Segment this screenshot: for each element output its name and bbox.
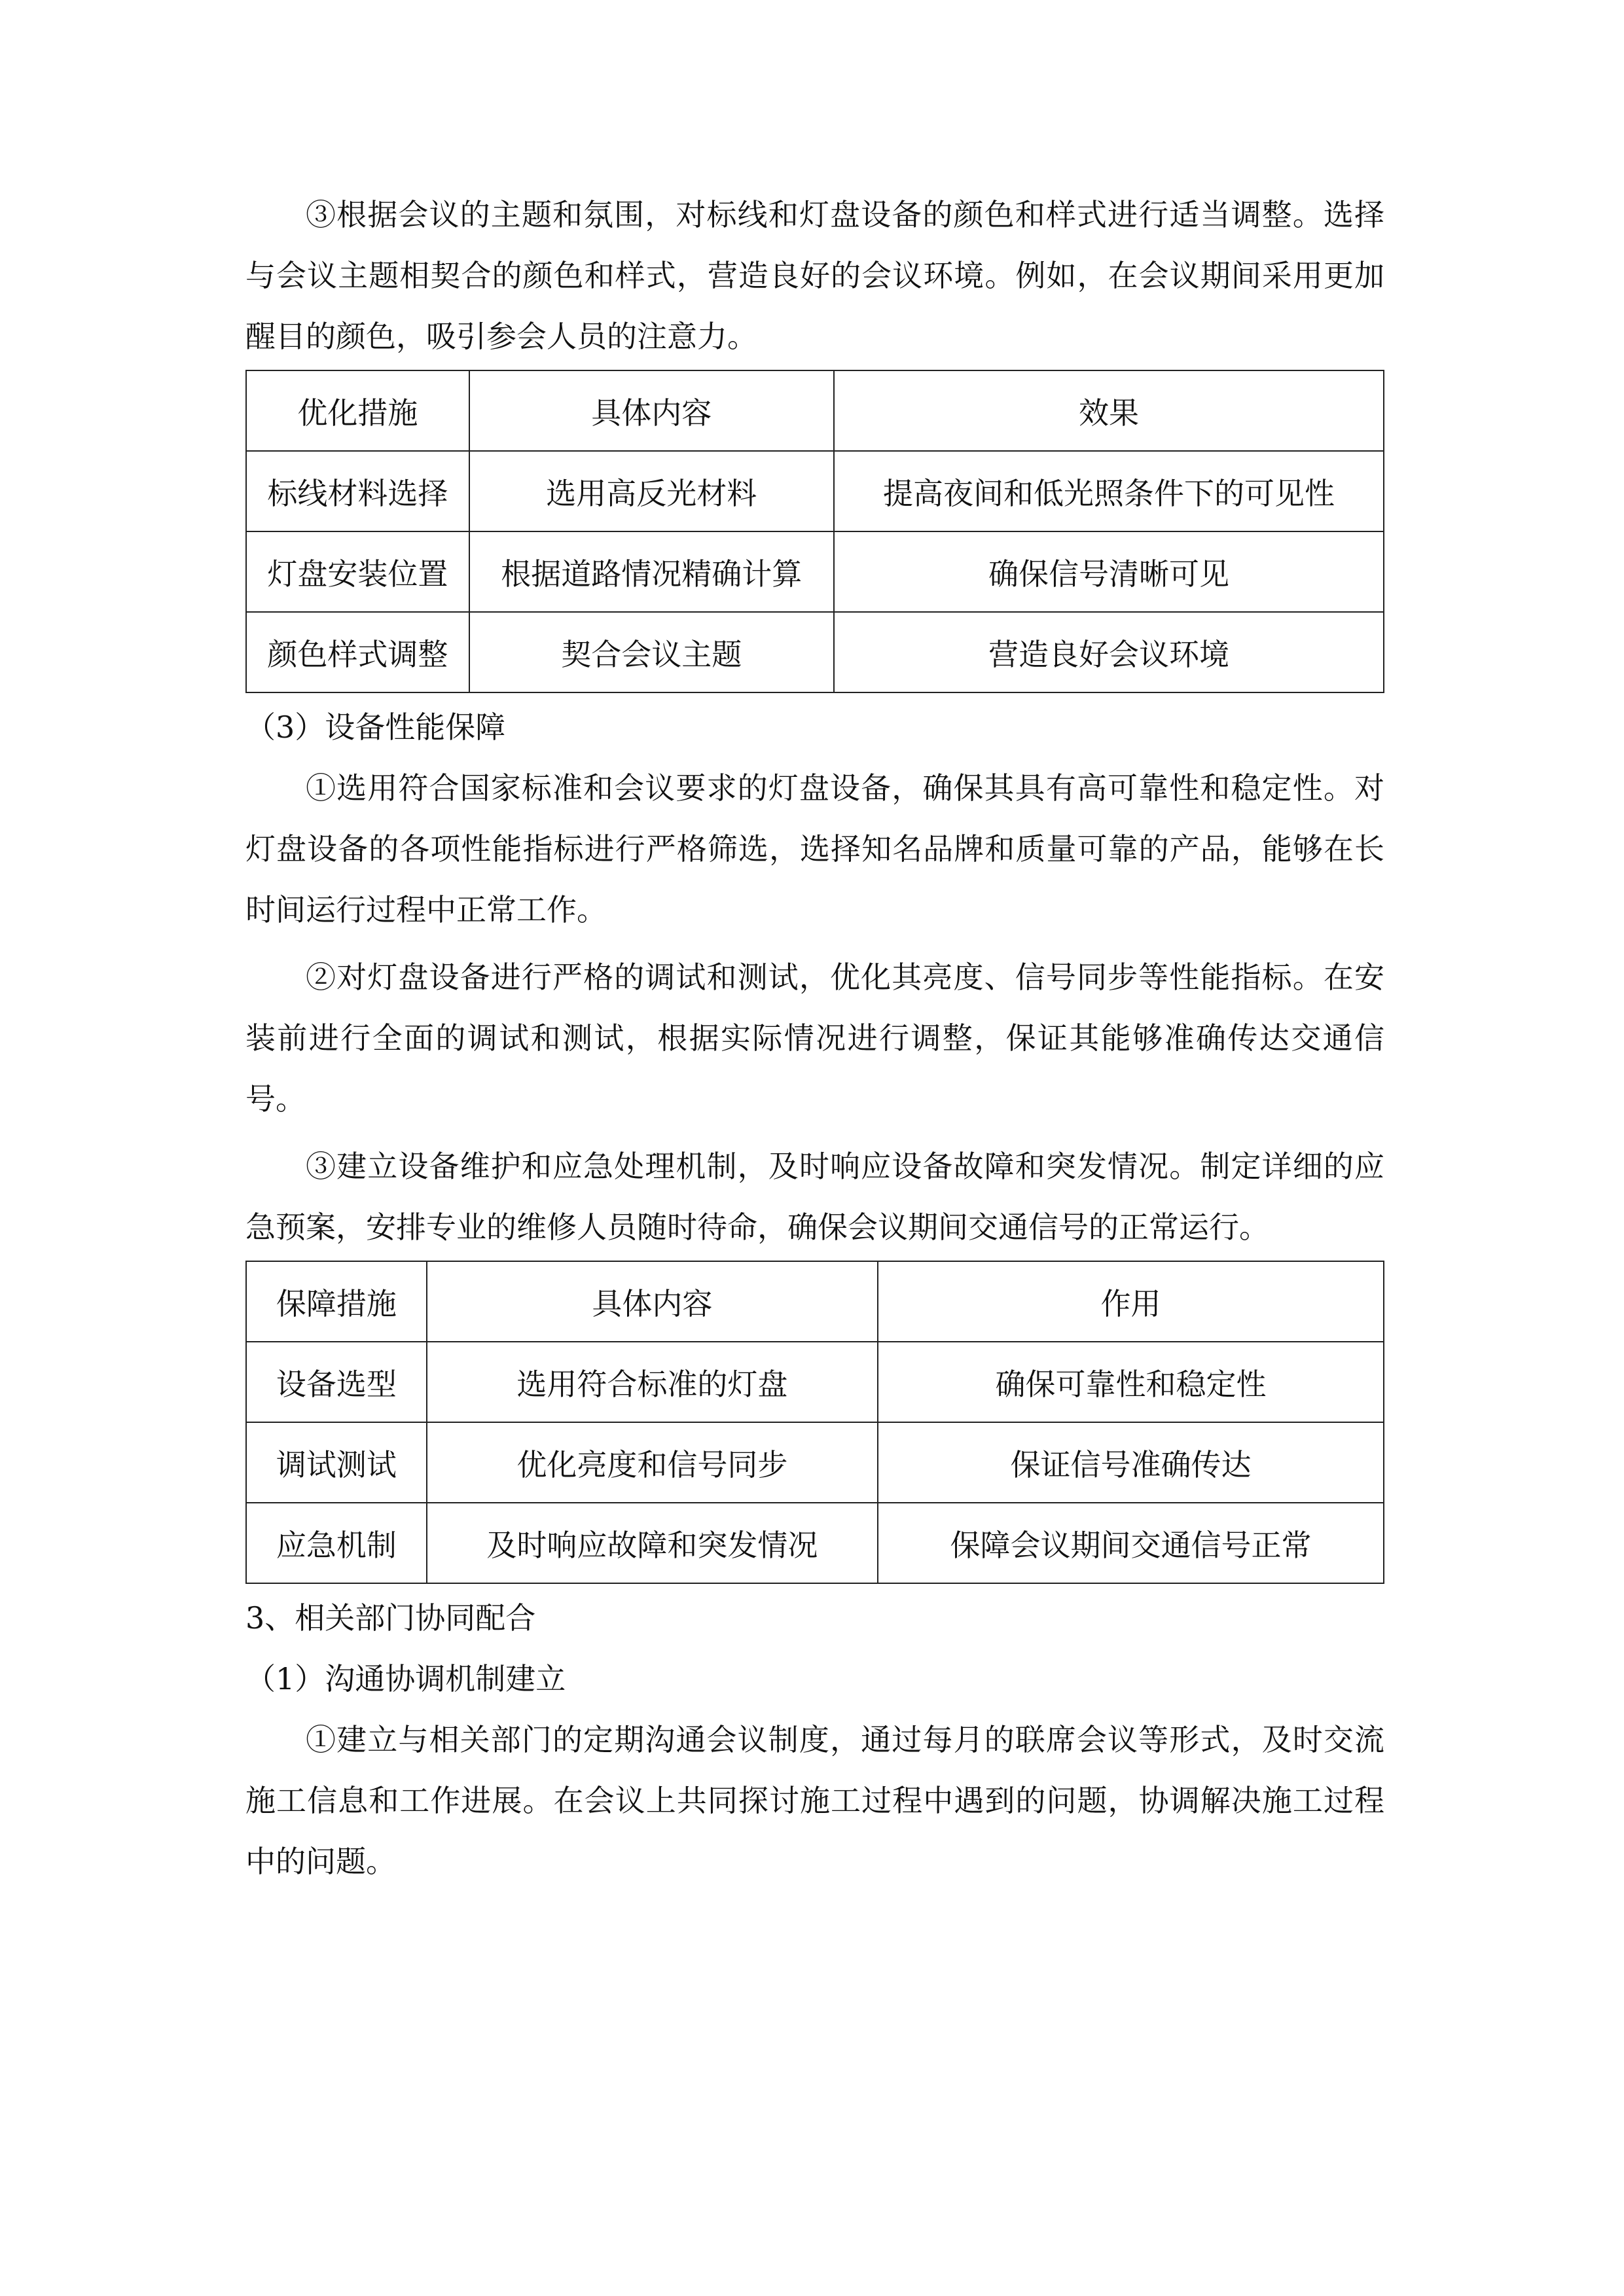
intro-paragraph: ③根据会议的主题和氛围，对标线和灯盘设备的颜色和样式进行适当调整。选择与会议主题相契合的颜色和样式，营造良好的会议环境。例如，在会议期间采用更加醒目的颜色，吸引参会人员的注意力。 [245,197,1384,354]
table-cell: 调试测试 [246,1422,427,1503]
table-header-row [246,370,1384,451]
table-cell: 选用高反光材料 [469,451,834,531]
subsection-heading-communication-mechanism: （1）沟通协调机制建立 [245,1661,566,1696]
table-cell: 营造良好会议环境 [834,612,1384,692]
table-cell: 优化亮度和信号同步 [427,1422,878,1503]
table-row [246,531,1384,612]
table-cell: 选用符合标准的灯盘 [427,1342,878,1422]
guarantee-measures-table [245,1261,1384,1584]
table-cell: 确保信号清晰可见 [834,531,1384,612]
table-cell: 保证信号准确传达 [878,1422,1384,1503]
equipment-paragraph-3: ③建立设备维护和应急处理机制，及时响应设备故障和突发情况。制定详细的应急预案，安排专业的维修人员随时待命，确保会议期间交通信号的正常运行。 [245,1149,1384,1245]
table-cell: 契合会议主题 [469,612,834,692]
table-header-cell: 具体内容 [427,1261,878,1342]
communication-paragraph: ①建立与相关部门的定期沟通会议制度，通过每月的联席会议等形式，及时交流施工信息和工作进展。在会议上共同探讨施工过程中遇到的问题，协调解决施工过程中的问题。 [245,1722,1384,1879]
document-page [245,185,1384,1892]
table-row [246,612,1384,692]
table-cell: 确保可靠性和稳定性 [878,1342,1384,1422]
section-heading-equipment-performance: （3）设备性能保障 [245,709,506,745]
table-header-row [246,1261,1384,1342]
table-row [246,1342,1384,1422]
table-cell: 颜色样式调整 [246,612,469,692]
table-row [246,451,1384,531]
table-header-cell: 保障措施 [246,1261,427,1342]
table-header-cell: 作用 [878,1261,1384,1342]
table-cell: 灯盘安装位置 [246,531,469,612]
table-cell: 设备选型 [246,1342,427,1422]
table-header-cell: 具体内容 [469,370,834,451]
table-row [246,1422,1384,1503]
table-header-cell: 优化措施 [246,370,469,451]
table-cell: 应急机制 [246,1503,427,1583]
section-heading-department-coordination: 3、相关部门协同配合 [245,1600,536,1636]
table-row [246,1503,1384,1583]
table-cell: 标线材料选择 [246,451,469,531]
table-cell: 保障会议期间交通信号正常 [878,1503,1384,1583]
table-cell: 及时响应故障和突发情况 [427,1503,878,1583]
equipment-paragraph-1: ①选用符合国家标准和会议要求的灯盘设备，确保其具有高可靠性和稳定性。对灯盘设备的各项性能指标进行严格筛选，选择知名品牌和质量可靠的产品，能够在长时间运行过程中正常工作。 [245,770,1384,927]
table-cell: 提高夜间和低光照条件下的可见性 [834,451,1384,531]
optimization-measures-table [245,370,1384,693]
equipment-paragraph-2: ②对灯盘设备进行严格的调试和测试，优化其亮度、信号同步等性能指标。在安装前进行全面的调试和测试，根据实际情况进行调整，保证其能够准确传达交通信号。 [245,960,1384,1117]
table-cell: 根据道路情况精确计算 [469,531,834,612]
table-header-cell: 效果 [834,370,1384,451]
